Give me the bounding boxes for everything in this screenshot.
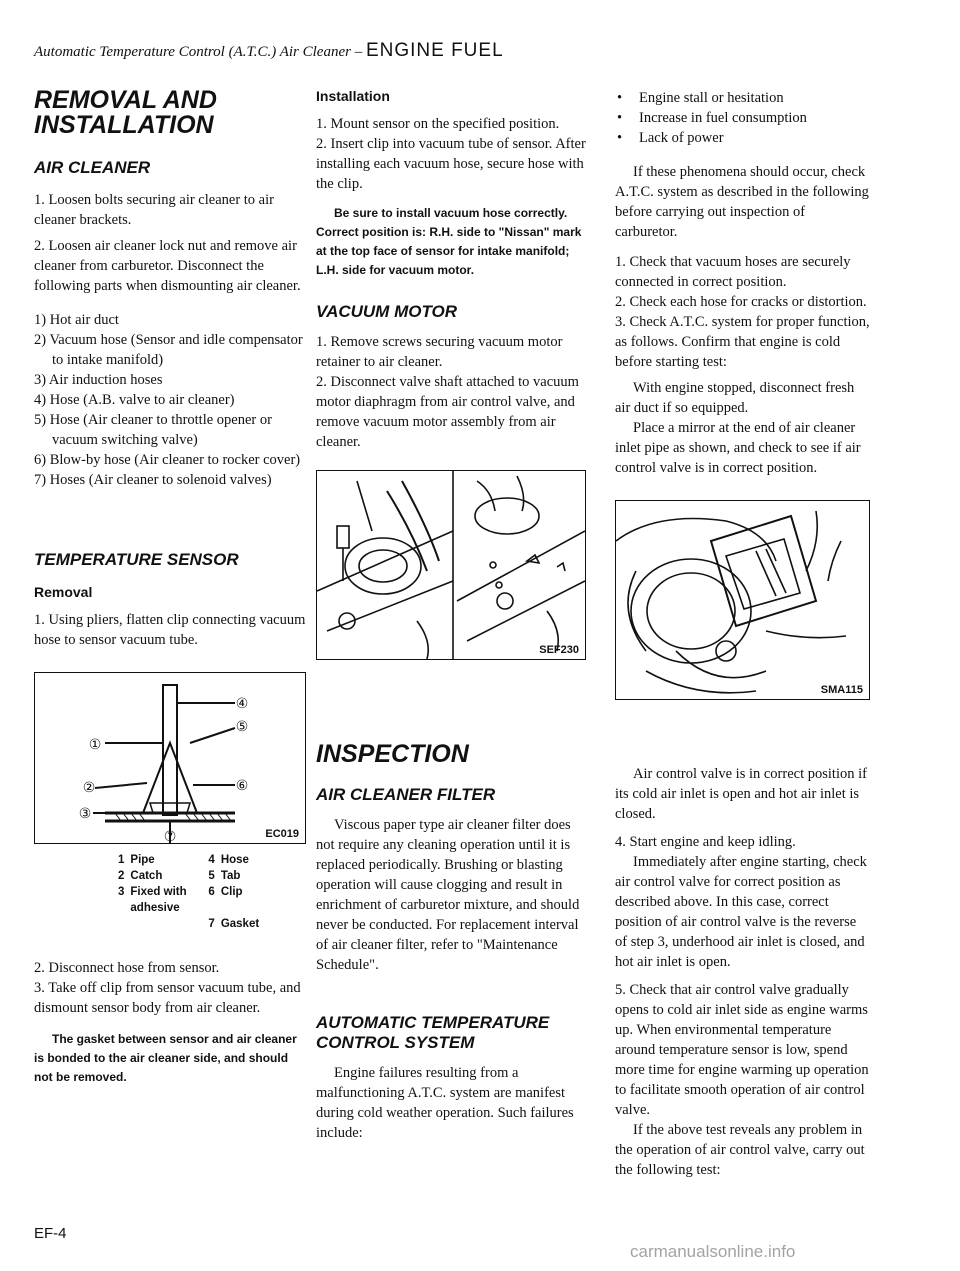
legend-row (118, 868, 265, 884)
callout-5: ⑤ (235, 718, 249, 734)
part-item: 1) Hot air duct (34, 312, 119, 328)
part-item: 4) Hose (A.B. valve to air cleaner) (34, 392, 235, 408)
vacuum-motor-figure (316, 470, 586, 660)
vacuum-motor-step-2: 2. Disconnect valve shaft attached to vacuum motor diaphragm from air control valve, and remove vacuum motor assembly from air cleaner. (316, 374, 579, 450)
header-section: ENGINE FUEL (365, 40, 504, 61)
legend-label: Pipe (130, 854, 155, 866)
legend-label: Catch (130, 870, 163, 882)
ac-step-2: 2. Loosen air cleaner lock nut and remove air cleaner from carburetor. Disconnect the following parts when dismounting air cleaner. (34, 238, 301, 294)
check-step-2: 2. Check each hose for cracks or distortion. (615, 294, 867, 310)
installation-step-1: 1. Mount sensor on the specified position. (316, 116, 560, 132)
column-left (34, 88, 306, 1087)
legend-label: Tab (220, 870, 241, 882)
failure-list (615, 88, 870, 148)
paragraph-valve-position: Air control valve is in correct position if its cold air inlet is open and hot air inlet is closed. (615, 766, 867, 822)
legend-row (118, 916, 265, 932)
legend-row (118, 884, 265, 916)
legend-num (118, 916, 130, 932)
page-number: EF-4 (34, 1225, 67, 1242)
figure-code: SMA115 (820, 684, 863, 696)
watermark: carmanualsonline.info (630, 1242, 796, 1261)
legend-label: Hose (220, 854, 249, 866)
legend-num: 4 (208, 854, 215, 866)
mirror-illustration (616, 501, 869, 699)
check-step-4: 4. Start engine and keep idling. (615, 834, 796, 850)
paragraph-engine-stopped: With engine stopped, disconnect fresh air duct if so equipped. (615, 380, 855, 416)
callout-4: ④ (235, 695, 249, 711)
mirror-figure (615, 500, 870, 700)
legend-label: Clip (220, 886, 243, 898)
legend-label: Fixed with adhesive (130, 886, 187, 914)
paragraph-phenomena: If these phenomena should occur, check A.T.C. system as described in the following before carrying out inspection of carburetor. (615, 164, 869, 240)
heading-removal-sub: Removal (34, 584, 93, 600)
gasket-note: The gasket between sensor and air cleaner is bonded to the air cleaner side, and should not be removed. (34, 1032, 297, 1084)
callout-2: ② (82, 779, 96, 795)
column-middle (316, 88, 589, 1143)
installation-step-2: 2. Insert clip into vacuum tube of sensor. After installing each vacuum hose, secure hose with the clip. (316, 136, 586, 192)
removal-step-2: 2. Disconnect hose from sensor. (34, 960, 220, 976)
figure-code: SEF230 (539, 644, 579, 656)
figure-code: EC019 (265, 828, 299, 840)
heading-installation: Installation (316, 88, 390, 104)
legend-num: 6 (208, 886, 215, 898)
figure-legend (118, 852, 265, 932)
sensor-diagram (35, 673, 305, 843)
part-item: 7) Hoses (Air cleaner to solenoid valves) (34, 472, 272, 488)
check-step-1: 1. Check that vacuum hoses are securely connected in correct position. (615, 254, 851, 290)
heading-inspection: INSPECTION (316, 740, 469, 768)
legend-num: 1 (118, 854, 125, 866)
legend-label (130, 916, 208, 932)
legend-row (118, 852, 265, 868)
heading-removal-installation: REMOVAL AND INSTALLATION (34, 86, 217, 139)
atc-text: Engine failures resulting from a malfunctioning A.T.C. system are manifest during cold weather operation. Such failures include: (316, 1065, 574, 1141)
header-dash: – (350, 44, 366, 60)
legend-num: 3 (118, 886, 125, 898)
heading-temperature-sensor: TEMPERATURE SENSOR (34, 550, 239, 569)
heading-vacuum-motor: VACUUM MOTOR (316, 302, 458, 321)
paragraph-above-test: If the above test reveals any problem in the operation of air control valve, carry out the following test: (615, 1122, 865, 1178)
paragraph-mirror: Place a mirror at the end of air cleaner inlet pipe as shown, and check to see if air control valve is in correct position. (615, 420, 861, 476)
callout-7: ⑦ (163, 828, 177, 843)
check-step-5: 5. Check that air control valve gradually opens to cold air inlet side as engine warms up. When environmental temperature around temperature sensor is low, spend more time for engine warming up operation to facilitate smooth operation of air control valve. (615, 982, 869, 1118)
heading-air-cleaner-filter: AIR CLEANER FILTER (316, 785, 496, 804)
page-header (34, 40, 504, 62)
vacuum-hose-note: Be sure to install vacuum hose correctly. Correct position is: R.H. side to "Nissan" mark at the top face of sensor for intake manifold; L.H. side for vacuum motor. (316, 206, 582, 277)
part-item: 6) Blow-by hose (Air cleaner to rocker cover) (34, 452, 301, 468)
part-item: 2) Vacuum hose (Sensor and idle compensator to intake manifold) (34, 332, 303, 368)
heading-air-cleaner: AIR CLEANER (34, 158, 151, 177)
failure-item: • Lack of power (615, 128, 870, 148)
callout-6: ⑥ (235, 777, 249, 793)
legend-num: 5 (208, 870, 215, 882)
check-step-3: 3. Check A.T.C. system for proper function, as follows. Confirm that engine is cold before starting test: (615, 314, 870, 370)
failure-item: • Engine stall or hesitation (615, 88, 870, 108)
part-item: 3) Air induction hoses (34, 372, 163, 388)
removal-step-3: 3. Take off clip from sensor vacuum tube, and dismount sensor body from air cleaner. (34, 980, 301, 1016)
filter-text: Viscous paper type air cleaner filter does not require any cleaning operation until it is replaced periodically. Brushing or blasting operation will cause clogging and result in enrichment of carburetor mixture, and should never be conducted. For replacement interval of air cleaner filter, refer to "Maintenance Schedule". (316, 817, 580, 973)
legend-label: Gasket (220, 918, 260, 930)
sensor-figure (34, 672, 306, 844)
legend-num: 7 (208, 918, 215, 930)
header-title: Automatic Temperature Control (A.T.C.) Air Cleaner (34, 44, 351, 60)
column-right (615, 88, 870, 1180)
ac-step-1: 1. Loosen bolts securing air cleaner to air cleaner brackets. (34, 192, 274, 228)
vacuum-motor-step-1: 1. Remove screws securing vacuum motor retainer to air cleaner. (316, 334, 563, 370)
removal-step-1: 1. Using pliers, flatten clip connecting vacuum hose to sensor vacuum tube. (34, 612, 306, 648)
vacuum-motor-illustration (317, 471, 585, 659)
failure-item: • Increase in fuel consumption (615, 108, 870, 128)
callout-1: ① (88, 736, 102, 752)
callout-3: ③ (78, 805, 92, 821)
legend-num: 2 (118, 870, 125, 882)
heading-atc-system: AUTOMATIC TEMPERATURE CONTROL SYSTEM (316, 1013, 550, 1052)
paragraph-immediately: Immediately after engine starting, check air control valve for correct position as described above. In this case, correct position of air control valve is the reverse of step 3, underhood air inlet is closed, and hot air inlet is open. (615, 854, 867, 970)
part-item: 5) Hose (Air cleaner to throttle opener or vacuum switching valve) (34, 412, 272, 448)
